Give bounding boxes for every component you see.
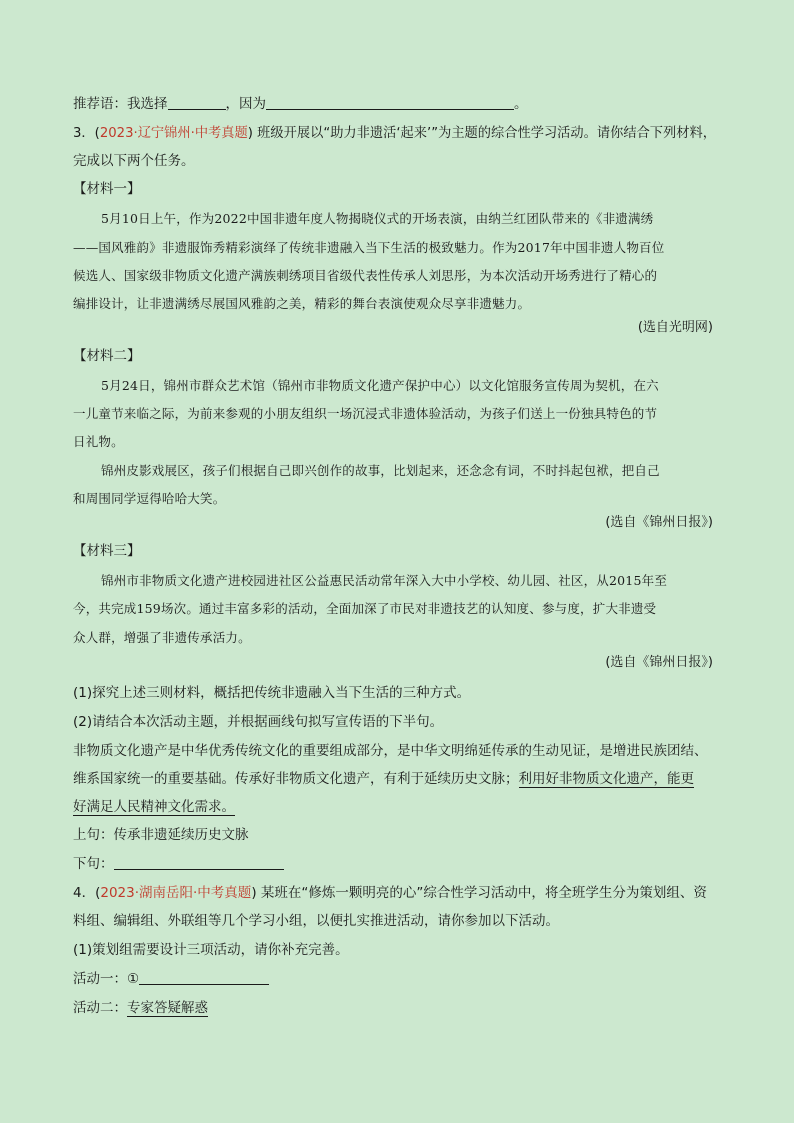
material2-source: (选自《锦州日报》) xyxy=(605,515,713,530)
material2-line: 和周围同学逗得哈哈大笑。 xyxy=(73,491,226,506)
answer-blank[interactable] xyxy=(266,95,514,110)
material3-source: (选自《锦州日报》) xyxy=(605,655,713,670)
material1-source: (选自光明网) xyxy=(637,320,713,335)
activity-label: 活动二： xyxy=(73,1000,127,1016)
q2-recommend-label: 推荐语：我选择 xyxy=(73,96,168,112)
q2-because-label: ，因为 xyxy=(225,96,266,112)
q3-lower-line xyxy=(73,855,284,873)
q3-task-1: (1)探究上述三则材料，概括把传统非遗融入当下生活的三种方式。 xyxy=(73,685,471,701)
q3-passage-line: 非物质文化遗产是中华优秀传统文化的重要组成部分，是中华文明绵延传承的生动见证，是增进民族团结、 xyxy=(73,743,708,759)
q3-passage-line xyxy=(73,798,235,816)
material1-line: 编排设计，让非遗满绣尽展国风雅韵之美，精彩的舞台表演使观众尽享非遗魅力。 xyxy=(73,296,531,311)
material2-line: 锦州皮影戏展区，孩子们根据自己即兴创作的故事，比划起来，还念念有词，不时抖起包袱，把自己 xyxy=(101,463,660,478)
activity-answer: 专家答疑解惑 xyxy=(127,1000,208,1016)
material3-title: 【材料三】 xyxy=(73,543,141,559)
material3-line: 锦州市非物质文化遗产进校园进社区公益惠民活动常年深入大中小学校、幼儿园、社区，从2015年至 xyxy=(101,573,668,588)
q4-source-tag[interactable]: 2023·湖南岳阳·中考真题 xyxy=(100,885,252,901)
upper-label: 上句： xyxy=(73,827,114,843)
material3-line: 今，共完成159场次。通过丰富多彩的活动，全面加深了市民对非遗技艺的认知度、参与度，扩大非遗受 xyxy=(73,601,657,616)
q2-recommend-line xyxy=(73,95,528,113)
upper-text: 传承非遗延续历史文脉 xyxy=(113,827,249,843)
material1-line: 5月10日上午，作为2022中国非遗年度人物揭晓仪式的开场表演，由纳兰红团队带来的《非遗满绣 xyxy=(101,211,654,226)
answer-blank[interactable] xyxy=(168,95,226,110)
circled-number: ① xyxy=(127,971,140,987)
material2-line: 日礼物。 xyxy=(73,434,124,449)
q4-stem-text: 某班在“修炼一颗明亮的心”综合性学习活动中，将全班学生分为策划组、资 xyxy=(260,885,707,901)
q3-upper-line xyxy=(73,826,249,844)
lower-label: 下句： xyxy=(73,856,114,872)
q3-task-2: (2)请结合本次活动主题，并根据画线句拟写宣传语的下半句。 xyxy=(73,714,444,730)
activity-label: 活动一： xyxy=(73,971,127,987)
q4-stem-line-2: 料组、编辑组、外联组等几个学习小组，以便扎实推进活动，请你参加以下活动。 xyxy=(73,913,559,929)
q3-number: 3．( xyxy=(73,125,100,141)
q4-activity-2 xyxy=(73,999,208,1017)
q3-stem-line-2: 完成以下两个任务。 xyxy=(73,153,195,169)
material1-line: 候选人、国家级非物质文化遗产满族刺绣项目省级代表性传承人刘思彤，为本次活动开场秀进行了精心的 xyxy=(73,268,658,283)
q3-stem-text: 班级开展以“助力非遗活‘起来’”为主题的综合性学习活动。请你结合下列材料， xyxy=(257,125,716,141)
passage-text: 维系国家统一的重要基础。传承好非物质文化遗产，有利于延续历史文脉； xyxy=(73,771,519,787)
q4-task-1: (1)策划组需要设计三项活动，请你补充完善。 xyxy=(73,942,349,958)
material1-line: ——国风雅韵》非遗服饰秀精彩演绎了传统非遗融入当下生活的极致魅力。作为2017年中国非遗人物百位 xyxy=(73,240,665,255)
answer-blank[interactable] xyxy=(114,855,284,870)
underlined-sentence: 利用好非物质文化遗产，能更 xyxy=(518,771,694,787)
q3-bracket: ) xyxy=(247,125,253,141)
material3-line: 众人群，增强了非遗传承活力。 xyxy=(73,630,251,645)
answer-blank[interactable] xyxy=(139,970,269,985)
q2-period: 。 xyxy=(514,96,528,112)
material2-line: 5月24日，锦州市群众艺术馆（锦州市非物质文化遗产保护中心）以文化馆服务宣传周为契机，在六 xyxy=(101,378,659,393)
q4-number: 4．( xyxy=(73,885,101,901)
q3-stem-line-1 xyxy=(73,124,716,142)
material2-line: 一儿童节来临之际，为前来参观的小朋友组织一场沉浸式非遗体验活动，为孩子们送上一份独具特色的节 xyxy=(73,406,658,421)
material1-title: 【材料一】 xyxy=(73,181,141,197)
underlined-sentence: 好满足人民精神文化需求。 xyxy=(73,799,235,815)
q3-source-tag[interactable]: 2023·辽宁锦州·中考真题 xyxy=(99,125,248,141)
material2-title: 【材料二】 xyxy=(73,348,141,364)
q4-bracket: ) xyxy=(251,885,257,901)
q4-activity-1 xyxy=(73,970,269,988)
q3-passage-line xyxy=(73,770,694,788)
q4-stem-line-1 xyxy=(73,884,707,902)
